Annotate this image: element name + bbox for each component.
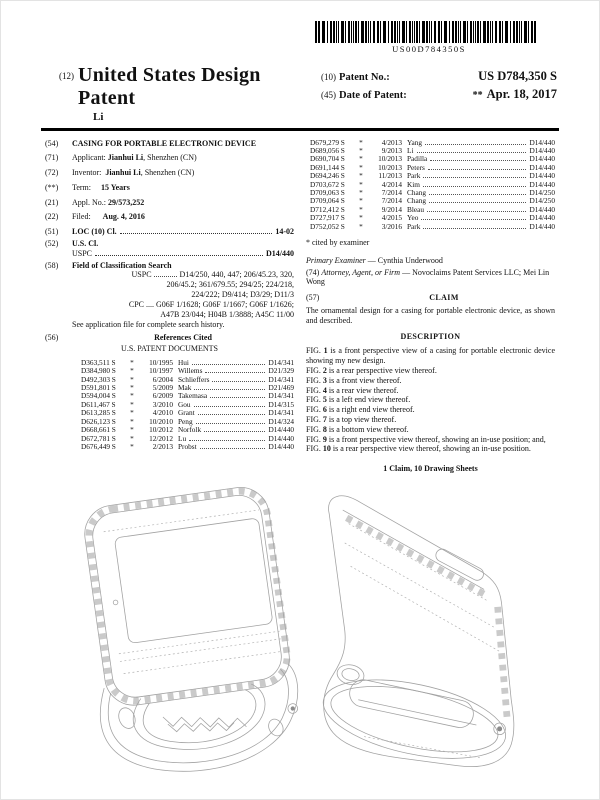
ref-number: D690,704 S — [310, 154, 345, 164]
ref-number: D611,467 S — [81, 399, 116, 409]
date-code: (45) — [321, 90, 337, 100]
fig-number: 7 — [322, 414, 327, 424]
ref-name: Takemasa — [178, 391, 208, 401]
ref-star: * — [359, 204, 363, 214]
fig-number: 6 — [322, 405, 327, 415]
dotted-leader — [429, 202, 526, 203]
dotted-leader — [194, 406, 266, 407]
figure-description-line — [306, 415, 555, 425]
patent-reference-row — [310, 189, 555, 197]
ref-star: * — [359, 196, 363, 206]
ref-name: Bleau — [407, 204, 425, 214]
ref-number: D694,246 S — [310, 171, 345, 181]
ref-class: D14/440 — [529, 204, 555, 214]
class-line: A47B 23/044; H04B 1/3888; A45C 11/00 — [160, 309, 294, 319]
ref-name: Peng — [178, 416, 193, 426]
references-list-left — [81, 359, 294, 451]
field-code: (52) — [45, 239, 59, 249]
figure-front-perspective-drawing — [62, 482, 304, 784]
loc-value: 14-02 — [275, 227, 294, 237]
barcode-text: US00D784350S — [392, 44, 466, 54]
field-us-class — [45, 239, 294, 259]
fig-text: is a rear perspective view thereof, showing an in-use position. — [332, 444, 531, 454]
ref-number: D709,063 S — [310, 187, 345, 197]
us-cl-label: U.S. Cl. — [72, 239, 99, 249]
ref-class: D14/440 — [268, 433, 294, 443]
ref-number: D689,056 S — [310, 145, 345, 155]
attorney-value: — Novoclaims Patent Services LLC; Mei Lin Wong — [306, 267, 550, 287]
ref-date: 10/2012 — [149, 425, 173, 435]
dotted-leader — [192, 364, 266, 365]
fig-number: 1 — [323, 346, 328, 356]
dotted-leader — [196, 423, 266, 424]
ref-class: D14/341 — [268, 357, 294, 367]
field-filed — [45, 212, 294, 222]
fig-number: 8 — [322, 424, 327, 434]
dotted-leader — [423, 228, 526, 229]
class-line: 224/222; D9/414; D3/29; D11/3 — [191, 290, 294, 300]
field-applicant — [45, 153, 294, 163]
ref-name: Grant — [178, 408, 195, 418]
fig-number: 10 — [322, 444, 331, 454]
dotted-leader — [210, 397, 265, 398]
date-stars: ** — [472, 90, 483, 101]
document-header — [1, 64, 599, 123]
field-references — [45, 333, 294, 343]
field-inventor — [45, 168, 294, 178]
claim-sheet-note: 1 Claim, 10 Drawing Sheets — [383, 464, 478, 474]
description-heading: DESCRIPTION — [400, 331, 461, 341]
fig-prefix: FIG. — [306, 395, 321, 405]
ref-date: 10/1995 — [149, 357, 173, 367]
ref-name: Probst — [178, 441, 197, 451]
ref-star: * — [359, 221, 363, 231]
class-line: 206/45.2; 361/679.55; 294/25; 224/218, — [166, 280, 294, 290]
dotted-leader — [430, 160, 526, 161]
figure-descriptions — [306, 346, 555, 454]
field-code: (54) — [45, 138, 59, 148]
patent-reference-row — [310, 172, 555, 180]
field-code: (71) — [45, 153, 59, 163]
dotted-leader — [204, 431, 265, 432]
field-code: (21) — [45, 197, 59, 207]
kind-code: (12) — [59, 71, 74, 81]
ref-name: Padilla — [407, 154, 428, 164]
ref-name: Park — [407, 221, 421, 231]
ref-number: D676,449 S — [81, 441, 116, 451]
fig-text: is a front view thereof. — [328, 375, 402, 385]
ref-date: 4/2010 — [152, 408, 173, 418]
figure-description-line — [306, 405, 555, 415]
field-code: (**) — [45, 182, 59, 192]
primary-examiner-label: Primary Examiner — [306, 255, 366, 265]
dotted-leader — [421, 219, 526, 220]
ref-name: Kim — [407, 179, 420, 189]
drawing-sheet — [1, 482, 599, 784]
ref-star: * — [130, 374, 134, 384]
ref-class: D14/315 — [268, 399, 294, 409]
fig-number: 4 — [322, 385, 327, 395]
dotted-leader — [120, 233, 273, 234]
dotted-leader — [189, 440, 265, 441]
ref-class: D14/341 — [268, 408, 294, 418]
ref-star: * — [359, 179, 363, 189]
patent-reference-row — [310, 197, 555, 205]
field-appl-no — [45, 198, 294, 208]
fig-prefix: FIG. — [306, 444, 321, 454]
cited-by-examiner-note: * cited by examiner — [306, 237, 370, 247]
fig-text: is a rear view thereof. — [328, 385, 399, 395]
references-subheading: U.S. PATENT DOCUMENTS — [121, 344, 218, 354]
figure-rear-perspective-drawing — [306, 482, 548, 784]
dotted-leader — [427, 211, 526, 212]
applicant-location: , Shenzhen (CN) — [143, 153, 197, 163]
ref-number: D384,980 S — [81, 366, 116, 376]
ref-name: Chang — [407, 187, 427, 197]
class-line: CPC .... G06F 1/1628; G06F 1/1667; G06F 1/1626; — [128, 299, 294, 309]
left-column — [45, 139, 294, 474]
ref-class: D21/469 — [268, 383, 294, 393]
uspc-class-lines — [72, 270, 294, 299]
ref-number: D691,144 S — [310, 162, 345, 172]
ref-class: D14/341 — [268, 374, 294, 384]
fig-prefix: FIG. — [306, 434, 321, 444]
fig-number: 2 — [322, 365, 327, 375]
inventor-label: Inventor: — [72, 168, 102, 178]
fig-prefix: FIG. — [306, 414, 321, 424]
ref-date: 7/2014 — [381, 196, 402, 206]
search-label: Field of Classification Search — [72, 260, 172, 270]
ref-date: 5/2009 — [152, 383, 173, 393]
ref-date: 11/2013 — [378, 171, 402, 181]
fig-number: 5 — [322, 395, 327, 405]
ref-star: * — [130, 391, 134, 401]
ref-number: D613,285 S — [81, 408, 116, 418]
dotted-leader — [425, 144, 526, 145]
ref-number: D727,917 S — [310, 213, 345, 223]
inventor-name: Jianhui Li — [105, 168, 141, 178]
uspc-value: D14/440 — [266, 248, 294, 258]
ref-name: Chang — [407, 196, 427, 206]
ref-name: Lu — [178, 433, 187, 443]
fig-text: is a bottom view thereof. — [328, 424, 409, 434]
ref-class: D14/440 — [268, 425, 294, 435]
ref-star: * — [130, 357, 134, 367]
ref-star: * — [130, 433, 134, 443]
ref-star: * — [130, 366, 134, 376]
ref-name: Gou — [178, 399, 191, 409]
dotted-leader — [205, 372, 265, 373]
ref-date: 4/2015 — [381, 213, 402, 223]
fig-prefix: FIG. — [306, 424, 321, 434]
field-loc-class — [45, 227, 294, 237]
ref-class: D14/250 — [529, 187, 555, 197]
ref-number: D679,279 S — [310, 137, 345, 147]
patent-reference-row — [310, 155, 555, 163]
figure-description-line — [306, 444, 555, 454]
ref-class: D14/440 — [268, 441, 294, 451]
ref-star: * — [359, 171, 363, 181]
figure-description-line — [306, 386, 555, 396]
ref-date: 3/2016 — [381, 221, 402, 231]
loc-label: LOC (10) Cl. — [72, 227, 117, 237]
ref-class: D14/440 — [529, 221, 555, 231]
fig-text: is a front perspective view of a casing for portable electronic device showing my new design. — [306, 346, 556, 366]
ref-number: D709,064 S — [310, 196, 345, 206]
fig-prefix: FIG. — [306, 385, 321, 395]
ref-number: D712,412 S — [310, 204, 345, 214]
right-column — [306, 139, 555, 474]
ref-date: 4/2013 — [381, 137, 402, 147]
ref-class: D14/440 — [529, 137, 555, 147]
figure-description-line — [306, 366, 555, 376]
primary-examiner-value: — Cynthia Underwood — [367, 255, 443, 265]
date-value: Apr. 18, 2017 — [486, 87, 557, 101]
ref-number: D703,672 S — [310, 179, 345, 189]
ref-name: Yang — [407, 137, 423, 147]
ref-date: 6/2009 — [152, 391, 173, 401]
figure-description-line — [306, 346, 555, 366]
date-label: Date of Patent: — [339, 90, 407, 101]
ref-date: 6/2004 — [152, 374, 173, 384]
ref-date: 9/2014 — [381, 204, 402, 214]
ref-class: D14/324 — [268, 416, 294, 426]
invention-title: CASING FOR PORTABLE ELECTRONIC DEVICE — [72, 138, 257, 148]
dotted-leader — [417, 152, 527, 153]
ref-date: 10/2013 — [378, 154, 402, 164]
fig-text: is a right end view thereof. — [328, 405, 415, 415]
term-value: 15 Years — [101, 182, 130, 192]
ref-date: 4/2014 — [381, 179, 402, 189]
figure-description-line — [306, 435, 555, 445]
ref-star: * — [130, 399, 134, 409]
ref-name: Schlieffers — [178, 374, 210, 384]
ref-name: Willems — [178, 366, 203, 376]
field-code: (58) — [45, 260, 59, 270]
ref-number: D492,303 S — [81, 374, 116, 384]
fig-prefix: FIG. — [306, 346, 321, 356]
fig-prefix: FIG. — [306, 405, 321, 415]
ref-date: 12/2012 — [149, 433, 173, 443]
ref-star: * — [359, 137, 363, 147]
ref-class: D14/341 — [268, 391, 294, 401]
ref-star: * — [359, 162, 363, 172]
search-history-note: See application file for complete search history. — [72, 320, 225, 330]
page-title: United States Design Patent — [78, 64, 261, 109]
figure-description-line — [306, 376, 555, 386]
ref-date: 10/1997 — [149, 366, 173, 376]
ref-number: D363,511 S — [81, 357, 116, 367]
patent-reference-row — [310, 206, 555, 214]
fig-text: is a top view thereof. — [328, 414, 397, 424]
patent-reference-row — [81, 443, 294, 451]
ref-name: Park — [407, 171, 421, 181]
ref-star: * — [130, 408, 134, 418]
applicant-name: Jianhui Li — [107, 153, 144, 163]
patent-reference-row — [310, 214, 555, 222]
appl-no-value: 29/573,252 — [108, 197, 145, 207]
ref-name: Norfolk — [178, 425, 202, 435]
attorney-code: (74) — [306, 267, 320, 277]
figure-description-line — [306, 395, 555, 405]
patent-no-code: (10) — [321, 72, 337, 82]
patent-no-value: US D784,350 S — [478, 69, 557, 83]
ref-date: 3/2010 — [152, 399, 173, 409]
dotted-leader — [200, 448, 266, 449]
ref-number: D626,123 S — [81, 416, 116, 426]
ref-number: D668,661 S — [81, 425, 116, 435]
ref-name: Yeo — [407, 213, 419, 223]
applicant-label: Applicant: — [72, 153, 106, 163]
ref-star: * — [359, 187, 363, 197]
references-list-right — [310, 139, 555, 231]
field-code: (22) — [45, 212, 59, 222]
patent-reference-row — [310, 223, 555, 231]
barcode-icon — [315, 21, 543, 43]
ref-class: D14/440 — [529, 179, 555, 189]
field-code: (72) — [45, 168, 59, 178]
filed-label: Filed: — [72, 212, 91, 222]
inventor-surname: Li — [93, 111, 104, 123]
uspc-label: USPC — [72, 248, 93, 258]
ref-date: 10/2013 — [378, 162, 402, 172]
dotted-leader — [95, 255, 263, 256]
fig-text: is a front perspective view thereof, showing an in-use position; and, — [328, 434, 546, 444]
patent-no-label: Patent No.: — [339, 72, 390, 83]
ref-class: D14/440 — [529, 145, 555, 155]
dotted-leader — [423, 186, 526, 187]
patent-reference-row — [310, 181, 555, 189]
appl-no-label: Appl. No.: — [72, 197, 106, 207]
claim-heading: CLAIM — [429, 293, 459, 303]
inventor-location: , Shenzhen (CN) — [140, 168, 195, 178]
dotted-leader — [423, 177, 526, 178]
field-term — [45, 183, 294, 193]
ref-star: * — [130, 425, 134, 435]
claim-text: The ornamental design for a casing for portable electronic device, as shown and described. — [306, 305, 555, 325]
header-rule — [41, 128, 559, 131]
ref-star: * — [359, 213, 363, 223]
barcode-area — [1, 21, 599, 54]
ref-class: D14/440 — [529, 213, 555, 223]
ref-class: D21/329 — [268, 366, 294, 376]
ref-star: * — [130, 383, 134, 393]
ref-name: Peters — [407, 162, 425, 172]
ref-star: * — [130, 441, 134, 451]
fig-prefix: FIG. — [306, 375, 321, 385]
dotted-leader — [194, 389, 265, 390]
ref-number: D594,004 S — [81, 391, 116, 401]
ref-star: * — [359, 145, 363, 155]
ref-name: Li — [407, 145, 414, 155]
ref-star: * — [130, 416, 134, 426]
ref-star: * — [359, 154, 363, 164]
class-line: USPC ............ D14/250, 440, 447; 206/45.23, 320, — [131, 270, 294, 280]
dotted-leader — [198, 414, 266, 415]
patent-reference-row — [310, 164, 555, 172]
ref-class: D14/440 — [529, 171, 555, 181]
attorney-label: Attorney, Agent, or Firm — [321, 267, 401, 277]
field-code: (56) — [45, 333, 59, 343]
fig-prefix: FIG. — [306, 365, 321, 375]
patent-reference-row — [310, 139, 555, 147]
ref-class: D14/250 — [529, 196, 555, 206]
patent-reference-row — [310, 147, 555, 155]
references-heading: References Cited — [154, 333, 212, 343]
fig-number: 9 — [322, 434, 327, 444]
ref-name: Mak — [178, 383, 192, 393]
ref-date: 2/2013 — [152, 441, 173, 451]
claim-heading-row — [306, 293, 555, 303]
fig-number: 3 — [322, 375, 327, 385]
claim-code: (57) — [306, 293, 320, 303]
ref-date: 9/2013 — [381, 145, 402, 155]
ref-class: D14/440 — [529, 154, 555, 164]
dotted-leader — [428, 169, 527, 170]
ref-class: D14/440 — [529, 162, 555, 172]
ref-number: D672,781 S — [81, 433, 116, 443]
ref-number: D752,052 S — [310, 221, 345, 231]
ref-name: Hui — [178, 357, 189, 367]
figure-description-line — [306, 425, 555, 435]
ref-date: 7/2014 — [381, 187, 402, 197]
cpc-class-lines — [72, 300, 294, 320]
field-code: (51) — [45, 227, 59, 237]
dotted-leader — [212, 381, 265, 382]
fig-text: is a rear perspective view thereof. — [328, 365, 437, 375]
dotted-leader — [429, 194, 526, 195]
field-title — [45, 139, 294, 149]
fig-text: is a left end view thereof. — [328, 395, 411, 405]
ref-date: 10/2010 — [149, 416, 173, 426]
field-search — [45, 261, 294, 331]
filed-value: Aug. 4, 2016 — [102, 212, 145, 222]
ref-number: D591,801 S — [81, 383, 116, 393]
term-label: Term: — [72, 182, 91, 192]
